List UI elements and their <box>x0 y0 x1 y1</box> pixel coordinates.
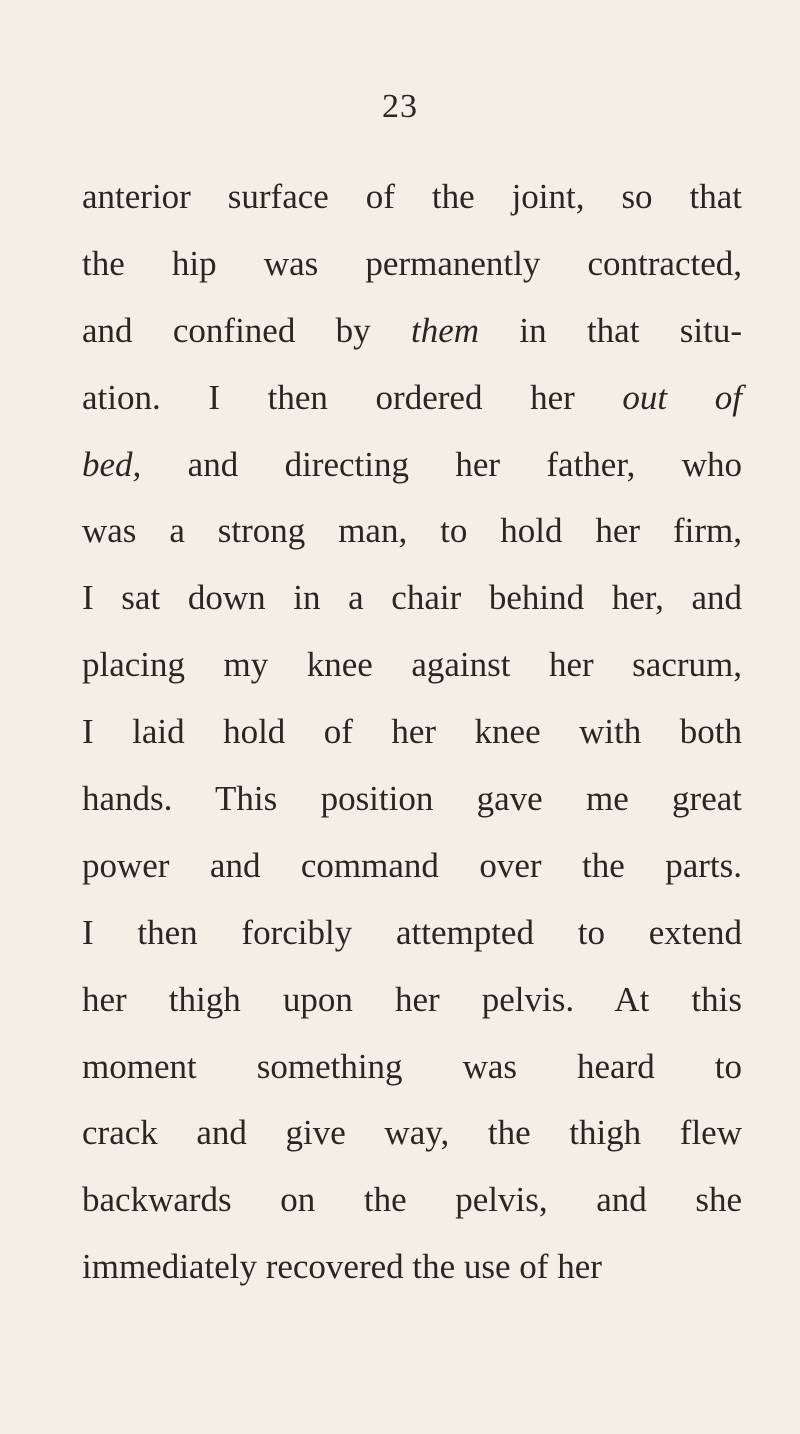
text-segment: I sat down in a chair behind her, and <box>82 578 742 618</box>
text-segment: anterior surface of the joint, so that <box>82 177 742 216</box>
text-line <box>82 440 742 507</box>
text-segment: her thigh upon her pelvis. At this <box>82 979 742 1019</box>
text-line <box>82 1242 742 1309</box>
text-segment: power and command over the parts. <box>82 845 742 885</box>
text-line <box>82 908 742 975</box>
text-segment: placing my knee against her sacrum, <box>82 645 742 685</box>
text-line <box>82 774 742 841</box>
text-segment: the hip was permanently contracted, <box>82 243 742 283</box>
text-line <box>82 239 742 306</box>
text-segment: moment something was heard to <box>82 1046 742 1086</box>
text-segment: I laid hold of her knee with both <box>82 712 742 752</box>
text-segment: hands. This position gave me great <box>82 779 742 819</box>
text-line <box>82 573 742 640</box>
page-number: 23 <box>382 88 418 125</box>
text-segment: backwards on the pelvis, and she <box>82 1180 742 1220</box>
text-line <box>82 841 742 908</box>
text-segment: and directing her father, who <box>141 444 742 484</box>
text-line <box>82 1042 742 1109</box>
text-segment: and confined by <box>82 310 411 350</box>
text-line <box>82 1108 742 1175</box>
text-segment: was a strong man, to hold her firm, <box>82 511 742 551</box>
body-text <box>82 172 742 1309</box>
text-segment: ation. I then ordered her <box>82 377 623 417</box>
text-segment: in that situ- <box>479 310 742 350</box>
text-line <box>82 707 742 774</box>
text-line <box>82 506 742 573</box>
italic-text: bed, <box>82 444 142 484</box>
text-line <box>82 306 742 373</box>
text-line <box>82 172 742 239</box>
text-line <box>82 640 742 707</box>
text-segment: I then forcibly attempted to extend <box>82 912 742 952</box>
italic-text: out of <box>622 377 743 417</box>
text-segment: immediately recovered the use of her <box>82 1247 602 1287</box>
text-line <box>82 373 742 440</box>
italic-text: them <box>411 310 480 350</box>
text-segment: crack and give way, the thigh flew <box>82 1113 742 1153</box>
text-line <box>82 1175 742 1242</box>
text-line <box>82 975 742 1042</box>
